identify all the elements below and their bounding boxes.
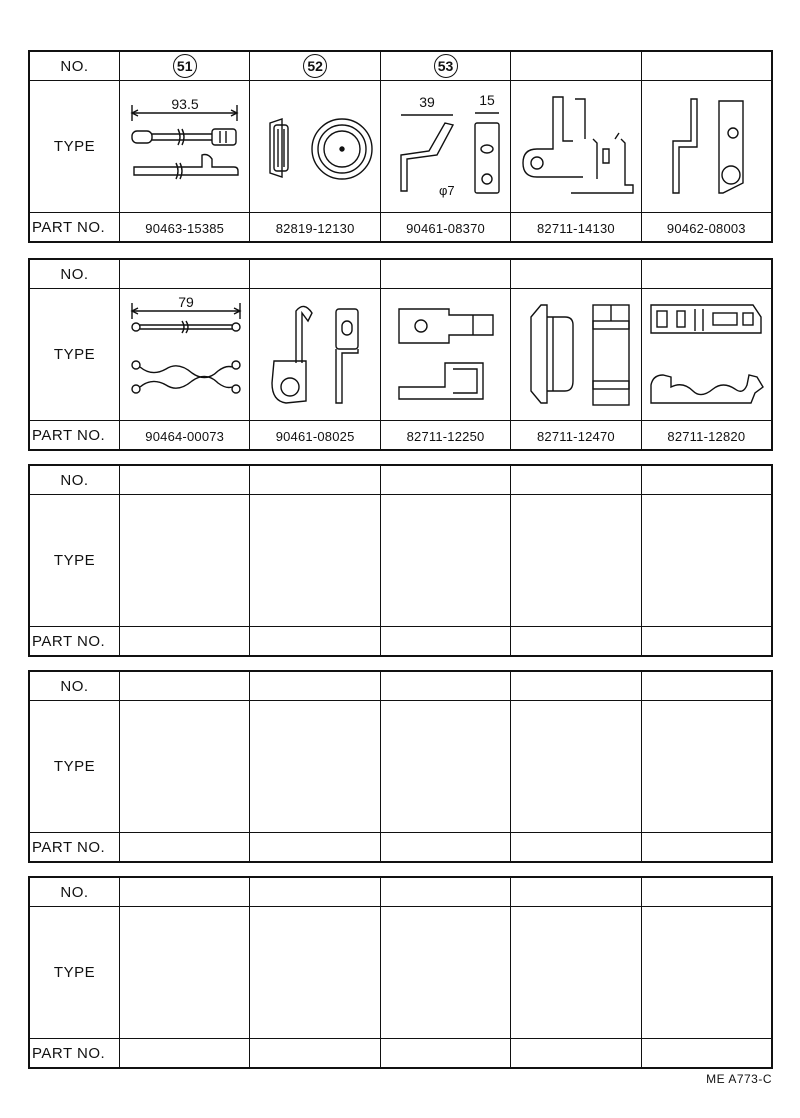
part-cell xyxy=(511,627,641,655)
no-row xyxy=(30,52,771,81)
no-cell xyxy=(120,260,250,288)
type-row xyxy=(30,81,771,213)
part-number: 90461-08370 xyxy=(406,220,485,236)
no-cell xyxy=(381,52,511,80)
part-row xyxy=(30,627,771,655)
part-number: 82711-12250 xyxy=(406,428,485,444)
no-cell xyxy=(381,878,511,906)
type-cell xyxy=(250,495,380,626)
dimension-length: 93.5 xyxy=(171,95,199,112)
no-row xyxy=(30,878,771,907)
type-cell xyxy=(642,495,771,626)
part-label: PART NO. xyxy=(30,833,120,861)
no-row xyxy=(30,260,771,289)
part-cell xyxy=(642,421,771,449)
part-row xyxy=(30,1039,771,1067)
type-cell xyxy=(250,289,380,420)
angle-bracket-drawing xyxy=(643,83,769,211)
no-label: NO. xyxy=(30,260,120,288)
no-cell xyxy=(511,672,641,700)
type-cell xyxy=(120,495,250,626)
part-label: PART NO. xyxy=(30,627,120,655)
type-label: TYPE xyxy=(30,907,120,1038)
no-cell xyxy=(511,878,641,906)
part-number: 82711-14130 xyxy=(536,220,615,236)
no-label: NO. xyxy=(30,878,120,906)
part-number: 82711-12470 xyxy=(536,428,615,444)
grommet-drawing xyxy=(252,83,378,211)
type-cell xyxy=(120,289,250,420)
type-cell xyxy=(381,701,511,832)
parts-block-2 xyxy=(28,258,773,451)
no-cell xyxy=(120,466,250,494)
part-cell xyxy=(381,421,511,449)
no-label: NO. xyxy=(30,52,120,80)
part-number: 90461-08025 xyxy=(275,428,355,444)
part-cell xyxy=(511,213,641,241)
type-row xyxy=(30,701,771,833)
type-cell xyxy=(642,289,771,420)
part-label: PART NO. xyxy=(30,421,120,449)
type-cell xyxy=(250,81,380,212)
channel-clip-drawing xyxy=(513,291,639,419)
dimension-length: 79 xyxy=(177,293,194,310)
parts-block-3 xyxy=(28,464,773,657)
parts-block-1 xyxy=(28,50,773,243)
part-cell xyxy=(642,1039,771,1067)
no-cell xyxy=(381,260,511,288)
part-cell xyxy=(642,213,771,241)
dimension-hole: φ7 xyxy=(438,182,455,198)
type-cell xyxy=(120,907,250,1038)
part-cell xyxy=(381,627,511,655)
type-cell xyxy=(120,701,250,832)
no-cell xyxy=(511,466,641,494)
type-label: TYPE xyxy=(30,81,120,212)
pin-drawing xyxy=(122,83,248,211)
no-cell xyxy=(120,878,250,906)
part-label: PART NO. xyxy=(30,213,120,241)
type-cell xyxy=(250,907,380,1038)
type-cell xyxy=(511,701,641,832)
part-cell xyxy=(250,421,380,449)
part-cell xyxy=(511,421,641,449)
type-cell xyxy=(511,81,641,212)
no-cell xyxy=(250,672,380,700)
clip-drawing xyxy=(513,83,639,211)
type-cell xyxy=(642,701,771,832)
part-cell xyxy=(250,1039,380,1067)
terminal-drawing xyxy=(383,291,509,419)
part-number: 82711-12820 xyxy=(667,428,746,444)
no-cell xyxy=(511,52,641,80)
type-label: TYPE xyxy=(30,701,120,832)
document-code: ME A773-C xyxy=(706,1072,772,1086)
part-cell xyxy=(120,627,250,655)
type-cell xyxy=(381,907,511,1038)
part-cell xyxy=(511,1039,641,1067)
no-cell xyxy=(120,672,250,700)
no-cell xyxy=(120,52,250,80)
part-number: 90464-00073 xyxy=(145,428,225,444)
part-cell xyxy=(381,1039,511,1067)
no-cell xyxy=(381,672,511,700)
spring-drawing xyxy=(122,291,248,419)
no-cell xyxy=(250,52,380,80)
no-cell xyxy=(381,466,511,494)
hook-clamp-drawing xyxy=(252,291,378,419)
no-cell xyxy=(250,466,380,494)
no-cell xyxy=(642,52,771,80)
part-row xyxy=(30,421,771,449)
type-row xyxy=(30,289,771,421)
dimension-tab: 15 xyxy=(478,91,495,108)
item-number: 53 xyxy=(434,54,458,78)
part-cell xyxy=(120,421,250,449)
part-cell xyxy=(381,213,511,241)
type-cell xyxy=(381,81,511,212)
no-cell xyxy=(642,260,771,288)
part-cell xyxy=(511,833,641,861)
item-number: 52 xyxy=(303,54,327,78)
no-cell xyxy=(642,878,771,906)
type-cell xyxy=(250,701,380,832)
bracket-drawing xyxy=(383,83,509,211)
part-cell xyxy=(250,833,380,861)
type-label: TYPE xyxy=(30,495,120,626)
parts-block-4 xyxy=(28,670,773,863)
parts-block-5 xyxy=(28,876,773,1069)
harness-clip-drawing xyxy=(643,291,769,419)
part-row xyxy=(30,213,771,241)
type-cell xyxy=(511,289,641,420)
type-cell xyxy=(511,495,641,626)
no-label: NO. xyxy=(30,672,120,700)
no-label: NO. xyxy=(30,466,120,494)
part-cell xyxy=(120,833,250,861)
part-number: 90462-08003 xyxy=(666,220,746,236)
no-row xyxy=(30,466,771,495)
no-cell xyxy=(511,260,641,288)
part-row xyxy=(30,833,771,861)
no-cell xyxy=(642,466,771,494)
type-cell xyxy=(381,289,511,420)
no-cell xyxy=(250,260,380,288)
type-cell xyxy=(642,81,771,212)
dimension-width: 39 xyxy=(418,93,435,110)
part-number: 82819-12130 xyxy=(275,220,355,236)
part-label: PART NO. xyxy=(30,1039,120,1067)
part-cell xyxy=(120,213,250,241)
type-row xyxy=(30,495,771,627)
part-cell xyxy=(642,833,771,861)
no-cell xyxy=(642,672,771,700)
part-cell xyxy=(120,1039,250,1067)
part-cell xyxy=(250,627,380,655)
part-cell xyxy=(250,213,380,241)
type-row xyxy=(30,907,771,1039)
type-cell xyxy=(511,907,641,1038)
part-number: 90463-15385 xyxy=(145,220,225,236)
part-cell xyxy=(381,833,511,861)
no-cell xyxy=(250,878,380,906)
part-cell xyxy=(642,627,771,655)
type-cell xyxy=(642,907,771,1038)
type-cell xyxy=(381,495,511,626)
item-number: 51 xyxy=(173,54,197,78)
type-cell xyxy=(120,81,250,212)
type-label: TYPE xyxy=(30,289,120,420)
no-row xyxy=(30,672,771,701)
